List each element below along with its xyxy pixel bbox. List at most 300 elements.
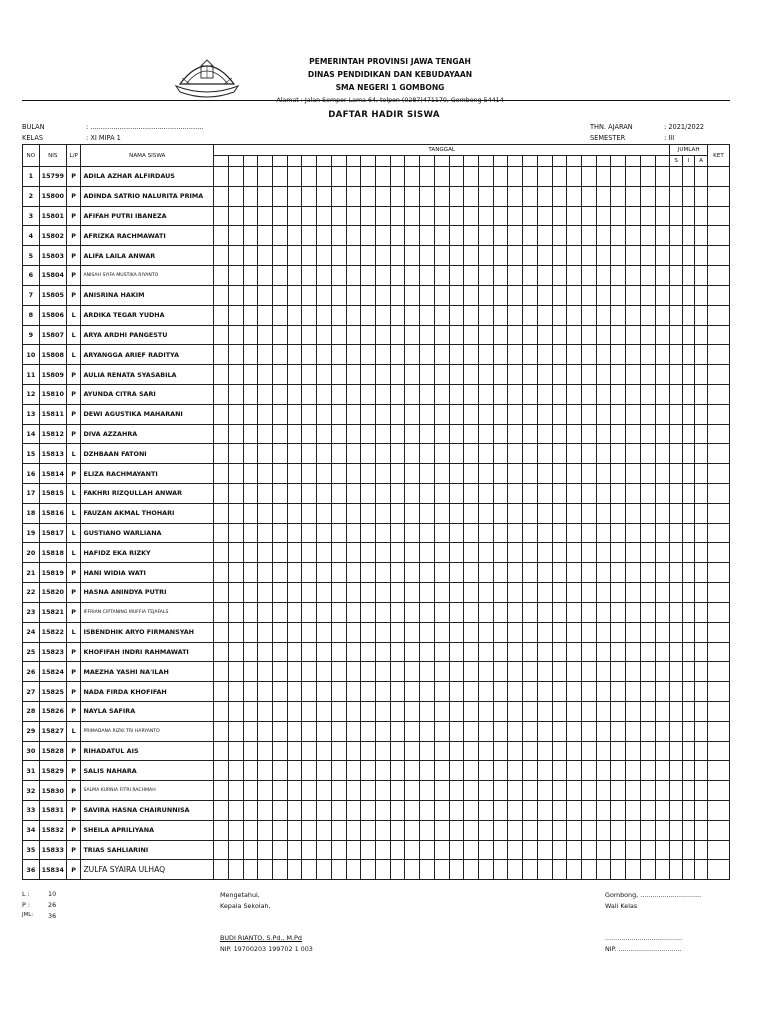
jumlah-cell[interactable] — [682, 464, 695, 484]
attendance-cell[interactable] — [596, 384, 611, 404]
jumlah-cell[interactable] — [670, 741, 683, 761]
attendance-cell[interactable] — [405, 266, 420, 286]
jumlah-cell[interactable] — [682, 761, 695, 781]
attendance-cell[interactable] — [567, 424, 582, 444]
attendance-cell[interactable] — [375, 543, 390, 563]
attendance-cell[interactable] — [228, 285, 243, 305]
attendance-cell[interactable] — [596, 741, 611, 761]
attendance-cell[interactable] — [655, 444, 670, 464]
attendance-cell[interactable] — [640, 365, 655, 385]
ket-cell[interactable] — [707, 543, 729, 563]
attendance-cell[interactable] — [596, 285, 611, 305]
jumlah-cell[interactable] — [670, 226, 683, 246]
attendance-cell[interactable] — [552, 444, 567, 464]
ket-cell[interactable] — [707, 622, 729, 642]
attendance-cell[interactable] — [434, 305, 449, 325]
attendance-cell[interactable] — [214, 226, 229, 246]
attendance-cell[interactable] — [567, 741, 582, 761]
attendance-cell[interactable] — [611, 503, 626, 523]
attendance-cell[interactable] — [420, 206, 435, 226]
attendance-cell[interactable] — [258, 662, 273, 682]
attendance-cell[interactable] — [214, 721, 229, 741]
attendance-cell[interactable] — [317, 167, 332, 187]
attendance-cell[interactable] — [361, 642, 376, 662]
attendance-cell[interactable] — [552, 781, 567, 801]
attendance-cell[interactable] — [390, 543, 405, 563]
attendance-cell[interactable] — [582, 444, 597, 464]
attendance-cell[interactable] — [405, 325, 420, 345]
attendance-cell[interactable] — [434, 444, 449, 464]
attendance-cell[interactable] — [626, 167, 641, 187]
attendance-cell[interactable] — [655, 345, 670, 365]
attendance-cell[interactable] — [331, 662, 346, 682]
attendance-cell[interactable] — [272, 622, 287, 642]
attendance-cell[interactable] — [523, 741, 538, 761]
attendance-cell[interactable] — [434, 701, 449, 721]
attendance-cell[interactable] — [214, 622, 229, 642]
attendance-cell[interactable] — [243, 186, 258, 206]
attendance-cell[interactable] — [375, 721, 390, 741]
attendance-cell[interactable] — [449, 761, 464, 781]
attendance-cell[interactable] — [449, 365, 464, 385]
attendance-cell[interactable] — [640, 464, 655, 484]
attendance-cell[interactable] — [214, 801, 229, 821]
jumlah-cell[interactable] — [682, 840, 695, 860]
attendance-cell[interactable] — [302, 642, 317, 662]
attendance-cell[interactable] — [228, 186, 243, 206]
attendance-cell[interactable] — [420, 642, 435, 662]
attendance-cell[interactable] — [611, 642, 626, 662]
attendance-cell[interactable] — [434, 662, 449, 682]
attendance-cell[interactable] — [361, 721, 376, 741]
attendance-cell[interactable] — [214, 345, 229, 365]
attendance-cell[interactable] — [331, 583, 346, 603]
attendance-cell[interactable] — [228, 404, 243, 424]
attendance-cell[interactable] — [449, 820, 464, 840]
jumlah-cell[interactable] — [695, 404, 708, 424]
attendance-cell[interactable] — [375, 682, 390, 702]
attendance-cell[interactable] — [317, 484, 332, 504]
attendance-cell[interactable] — [375, 583, 390, 603]
attendance-cell[interactable] — [331, 404, 346, 424]
jumlah-cell[interactable] — [682, 721, 695, 741]
attendance-cell[interactable] — [214, 325, 229, 345]
attendance-cell[interactable] — [420, 345, 435, 365]
attendance-cell[interactable] — [493, 444, 508, 464]
attendance-cell[interactable] — [434, 840, 449, 860]
attendance-cell[interactable] — [346, 721, 361, 741]
attendance-cell[interactable] — [508, 305, 523, 325]
attendance-cell[interactable] — [596, 682, 611, 702]
attendance-cell[interactable] — [493, 761, 508, 781]
attendance-cell[interactable] — [287, 642, 302, 662]
attendance-cell[interactable] — [537, 642, 552, 662]
jumlah-cell[interactable] — [682, 860, 695, 880]
attendance-cell[interactable] — [243, 583, 258, 603]
attendance-cell[interactable] — [655, 186, 670, 206]
attendance-cell[interactable] — [405, 642, 420, 662]
attendance-cell[interactable] — [464, 642, 479, 662]
jumlah-cell[interactable] — [695, 682, 708, 702]
jumlah-cell[interactable] — [695, 503, 708, 523]
attendance-cell[interactable] — [272, 246, 287, 266]
attendance-cell[interactable] — [390, 384, 405, 404]
attendance-cell[interactable] — [228, 484, 243, 504]
attendance-cell[interactable] — [405, 503, 420, 523]
attendance-cell[interactable] — [434, 325, 449, 345]
attendance-cell[interactable] — [346, 345, 361, 365]
attendance-cell[interactable] — [331, 682, 346, 702]
attendance-cell[interactable] — [493, 602, 508, 622]
attendance-cell[interactable] — [479, 325, 494, 345]
attendance-cell[interactable] — [582, 167, 597, 187]
attendance-cell[interactable] — [228, 543, 243, 563]
attendance-cell[interactable] — [375, 285, 390, 305]
attendance-cell[interactable] — [331, 325, 346, 345]
attendance-cell[interactable] — [493, 642, 508, 662]
attendance-cell[interactable] — [626, 860, 641, 880]
attendance-cell[interactable] — [626, 484, 641, 504]
attendance-cell[interactable] — [214, 186, 229, 206]
attendance-cell[interactable] — [596, 602, 611, 622]
ket-cell[interactable] — [707, 484, 729, 504]
attendance-cell[interactable] — [228, 365, 243, 385]
attendance-cell[interactable] — [390, 701, 405, 721]
attendance-cell[interactable] — [272, 365, 287, 385]
attendance-cell[interactable] — [243, 602, 258, 622]
attendance-cell[interactable] — [420, 662, 435, 682]
attendance-cell[interactable] — [272, 682, 287, 702]
attendance-cell[interactable] — [567, 602, 582, 622]
attendance-cell[interactable] — [596, 563, 611, 583]
attendance-cell[interactable] — [258, 424, 273, 444]
attendance-cell[interactable] — [420, 701, 435, 721]
attendance-cell[interactable] — [493, 503, 508, 523]
attendance-cell[interactable] — [596, 246, 611, 266]
attendance-cell[interactable] — [317, 602, 332, 622]
attendance-cell[interactable] — [537, 246, 552, 266]
attendance-cell[interactable] — [243, 384, 258, 404]
attendance-cell[interactable] — [523, 325, 538, 345]
attendance-cell[interactable] — [479, 860, 494, 880]
jumlah-cell[interactable] — [670, 404, 683, 424]
attendance-cell[interactable] — [493, 464, 508, 484]
attendance-cell[interactable] — [272, 583, 287, 603]
attendance-cell[interactable] — [243, 345, 258, 365]
attendance-cell[interactable] — [375, 345, 390, 365]
attendance-cell[interactable] — [420, 820, 435, 840]
attendance-cell[interactable] — [434, 285, 449, 305]
attendance-cell[interactable] — [317, 543, 332, 563]
attendance-cell[interactable] — [258, 206, 273, 226]
jumlah-cell[interactable] — [682, 246, 695, 266]
attendance-cell[interactable] — [287, 503, 302, 523]
attendance-cell[interactable] — [552, 464, 567, 484]
attendance-cell[interactable] — [258, 741, 273, 761]
jumlah-cell[interactable] — [682, 741, 695, 761]
attendance-cell[interactable] — [537, 365, 552, 385]
attendance-cell[interactable] — [464, 285, 479, 305]
jumlah-cell[interactable] — [670, 484, 683, 504]
attendance-cell[interactable] — [258, 404, 273, 424]
attendance-cell[interactable] — [596, 305, 611, 325]
attendance-cell[interactable] — [258, 642, 273, 662]
attendance-cell[interactable] — [434, 622, 449, 642]
ket-cell[interactable] — [707, 860, 729, 880]
attendance-cell[interactable] — [523, 622, 538, 642]
attendance-cell[interactable] — [390, 464, 405, 484]
attendance-cell[interactable] — [626, 523, 641, 543]
attendance-cell[interactable] — [243, 682, 258, 702]
attendance-cell[interactable] — [331, 563, 346, 583]
attendance-cell[interactable] — [640, 404, 655, 424]
attendance-cell[interactable] — [375, 424, 390, 444]
attendance-cell[interactable] — [523, 701, 538, 721]
attendance-cell[interactable] — [596, 365, 611, 385]
attendance-cell[interactable] — [287, 820, 302, 840]
attendance-cell[interactable] — [464, 682, 479, 702]
attendance-cell[interactable] — [493, 840, 508, 860]
jumlah-cell[interactable] — [670, 444, 683, 464]
attendance-cell[interactable] — [537, 583, 552, 603]
attendance-cell[interactable] — [582, 642, 597, 662]
attendance-cell[interactable] — [214, 662, 229, 682]
attendance-cell[interactable] — [523, 226, 538, 246]
attendance-cell[interactable] — [390, 206, 405, 226]
attendance-cell[interactable] — [479, 563, 494, 583]
attendance-cell[interactable] — [361, 484, 376, 504]
attendance-cell[interactable] — [449, 860, 464, 880]
attendance-cell[interactable] — [582, 602, 597, 622]
attendance-cell[interactable] — [228, 384, 243, 404]
attendance-cell[interactable] — [420, 325, 435, 345]
attendance-cell[interactable] — [464, 305, 479, 325]
jumlah-cell[interactable] — [695, 860, 708, 880]
attendance-cell[interactable] — [508, 167, 523, 187]
attendance-cell[interactable] — [405, 860, 420, 880]
attendance-cell[interactable] — [346, 206, 361, 226]
attendance-cell[interactable] — [655, 167, 670, 187]
attendance-cell[interactable] — [361, 860, 376, 880]
attendance-cell[interactable] — [508, 583, 523, 603]
attendance-cell[interactable] — [243, 444, 258, 464]
attendance-cell[interactable] — [214, 404, 229, 424]
attendance-cell[interactable] — [567, 186, 582, 206]
attendance-cell[interactable] — [434, 642, 449, 662]
attendance-cell[interactable] — [552, 741, 567, 761]
attendance-cell[interactable] — [361, 523, 376, 543]
attendance-cell[interactable] — [317, 325, 332, 345]
attendance-cell[interactable] — [331, 206, 346, 226]
attendance-cell[interactable] — [287, 602, 302, 622]
attendance-cell[interactable] — [228, 682, 243, 702]
ket-cell[interactable] — [707, 365, 729, 385]
attendance-cell[interactable] — [523, 384, 538, 404]
attendance-cell[interactable] — [243, 167, 258, 187]
attendance-cell[interactable] — [508, 840, 523, 860]
attendance-cell[interactable] — [655, 583, 670, 603]
jumlah-cell[interactable] — [670, 503, 683, 523]
attendance-cell[interactable] — [655, 484, 670, 504]
jumlah-cell[interactable] — [670, 840, 683, 860]
attendance-cell[interactable] — [405, 781, 420, 801]
attendance-cell[interactable] — [449, 781, 464, 801]
jumlah-cell[interactable] — [670, 543, 683, 563]
attendance-cell[interactable] — [405, 761, 420, 781]
attendance-cell[interactable] — [582, 820, 597, 840]
attendance-cell[interactable] — [567, 266, 582, 286]
attendance-cell[interactable] — [346, 860, 361, 880]
attendance-cell[interactable] — [449, 186, 464, 206]
attendance-cell[interactable] — [582, 781, 597, 801]
attendance-cell[interactable] — [243, 840, 258, 860]
attendance-cell[interactable] — [420, 464, 435, 484]
attendance-cell[interactable] — [626, 305, 641, 325]
jumlah-cell[interactable] — [670, 464, 683, 484]
jumlah-cell[interactable] — [682, 801, 695, 821]
attendance-cell[interactable] — [361, 384, 376, 404]
attendance-cell[interactable] — [405, 741, 420, 761]
attendance-cell[interactable] — [258, 543, 273, 563]
attendance-cell[interactable] — [611, 543, 626, 563]
attendance-cell[interactable] — [479, 602, 494, 622]
attendance-cell[interactable] — [552, 206, 567, 226]
attendance-cell[interactable] — [272, 721, 287, 741]
attendance-cell[interactable] — [582, 305, 597, 325]
attendance-cell[interactable] — [596, 840, 611, 860]
attendance-cell[interactable] — [537, 721, 552, 741]
attendance-cell[interactable] — [640, 761, 655, 781]
attendance-cell[interactable] — [302, 721, 317, 741]
attendance-cell[interactable] — [361, 543, 376, 563]
attendance-cell[interactable] — [508, 444, 523, 464]
attendance-cell[interactable] — [523, 820, 538, 840]
attendance-cell[interactable] — [582, 662, 597, 682]
jumlah-cell[interactable] — [682, 365, 695, 385]
attendance-cell[interactable] — [434, 484, 449, 504]
attendance-cell[interactable] — [508, 266, 523, 286]
attendance-cell[interactable] — [375, 266, 390, 286]
attendance-cell[interactable] — [508, 543, 523, 563]
attendance-cell[interactable] — [626, 682, 641, 702]
attendance-cell[interactable] — [626, 285, 641, 305]
jumlah-cell[interactable] — [682, 820, 695, 840]
attendance-cell[interactable] — [464, 583, 479, 603]
attendance-cell[interactable] — [287, 424, 302, 444]
attendance-cell[interactable] — [464, 384, 479, 404]
attendance-cell[interactable] — [420, 781, 435, 801]
attendance-cell[interactable] — [287, 781, 302, 801]
jumlah-cell[interactable] — [682, 345, 695, 365]
attendance-cell[interactable] — [361, 622, 376, 642]
attendance-cell[interactable] — [626, 642, 641, 662]
jumlah-cell[interactable] — [682, 563, 695, 583]
attendance-cell[interactable] — [479, 365, 494, 385]
attendance-cell[interactable] — [228, 424, 243, 444]
attendance-cell[interactable] — [405, 563, 420, 583]
attendance-cell[interactable] — [243, 781, 258, 801]
attendance-cell[interactable] — [655, 741, 670, 761]
attendance-cell[interactable] — [611, 583, 626, 603]
attendance-cell[interactable] — [346, 761, 361, 781]
attendance-cell[interactable] — [361, 801, 376, 821]
attendance-cell[interactable] — [552, 226, 567, 246]
attendance-cell[interactable] — [258, 167, 273, 187]
attendance-cell[interactable] — [508, 820, 523, 840]
attendance-cell[interactable] — [552, 820, 567, 840]
ket-cell[interactable] — [707, 186, 729, 206]
attendance-cell[interactable] — [272, 801, 287, 821]
ket-cell[interactable] — [707, 840, 729, 860]
attendance-cell[interactable] — [434, 682, 449, 702]
attendance-cell[interactable] — [214, 484, 229, 504]
attendance-cell[interactable] — [479, 226, 494, 246]
attendance-cell[interactable] — [258, 325, 273, 345]
attendance-cell[interactable] — [390, 167, 405, 187]
attendance-cell[interactable] — [331, 246, 346, 266]
attendance-cell[interactable] — [567, 384, 582, 404]
attendance-cell[interactable] — [537, 840, 552, 860]
jumlah-cell[interactable] — [670, 305, 683, 325]
attendance-cell[interactable] — [449, 404, 464, 424]
ket-cell[interactable] — [707, 226, 729, 246]
attendance-cell[interactable] — [258, 365, 273, 385]
attendance-cell[interactable] — [493, 583, 508, 603]
attendance-cell[interactable] — [582, 424, 597, 444]
attendance-cell[interactable] — [640, 186, 655, 206]
jumlah-cell[interactable] — [670, 424, 683, 444]
ket-cell[interactable] — [707, 384, 729, 404]
attendance-cell[interactable] — [449, 503, 464, 523]
attendance-cell[interactable] — [537, 305, 552, 325]
attendance-cell[interactable] — [346, 226, 361, 246]
attendance-cell[interactable] — [272, 840, 287, 860]
attendance-cell[interactable] — [611, 424, 626, 444]
jumlah-cell[interactable] — [695, 345, 708, 365]
ket-cell[interactable] — [707, 820, 729, 840]
attendance-cell[interactable] — [552, 761, 567, 781]
attendance-cell[interactable] — [449, 543, 464, 563]
attendance-cell[interactable] — [405, 682, 420, 702]
attendance-cell[interactable] — [552, 325, 567, 345]
attendance-cell[interactable] — [214, 820, 229, 840]
attendance-cell[interactable] — [493, 226, 508, 246]
attendance-cell[interactable] — [317, 563, 332, 583]
attendance-cell[interactable] — [567, 523, 582, 543]
attendance-cell[interactable] — [596, 226, 611, 246]
attendance-cell[interactable] — [258, 761, 273, 781]
attendance-cell[interactable] — [272, 543, 287, 563]
attendance-cell[interactable] — [317, 781, 332, 801]
attendance-cell[interactable] — [317, 345, 332, 365]
attendance-cell[interactable] — [640, 206, 655, 226]
attendance-cell[interactable] — [582, 384, 597, 404]
attendance-cell[interactable] — [626, 503, 641, 523]
attendance-cell[interactable] — [287, 523, 302, 543]
attendance-cell[interactable] — [317, 464, 332, 484]
ket-cell[interactable] — [707, 424, 729, 444]
attendance-cell[interactable] — [626, 563, 641, 583]
attendance-cell[interactable] — [287, 285, 302, 305]
attendance-cell[interactable] — [390, 226, 405, 246]
attendance-cell[interactable] — [434, 424, 449, 444]
attendance-cell[interactable] — [361, 266, 376, 286]
attendance-cell[interactable] — [346, 503, 361, 523]
attendance-cell[interactable] — [258, 464, 273, 484]
attendance-cell[interactable] — [258, 226, 273, 246]
jumlah-cell[interactable] — [670, 801, 683, 821]
jumlah-cell[interactable] — [670, 761, 683, 781]
